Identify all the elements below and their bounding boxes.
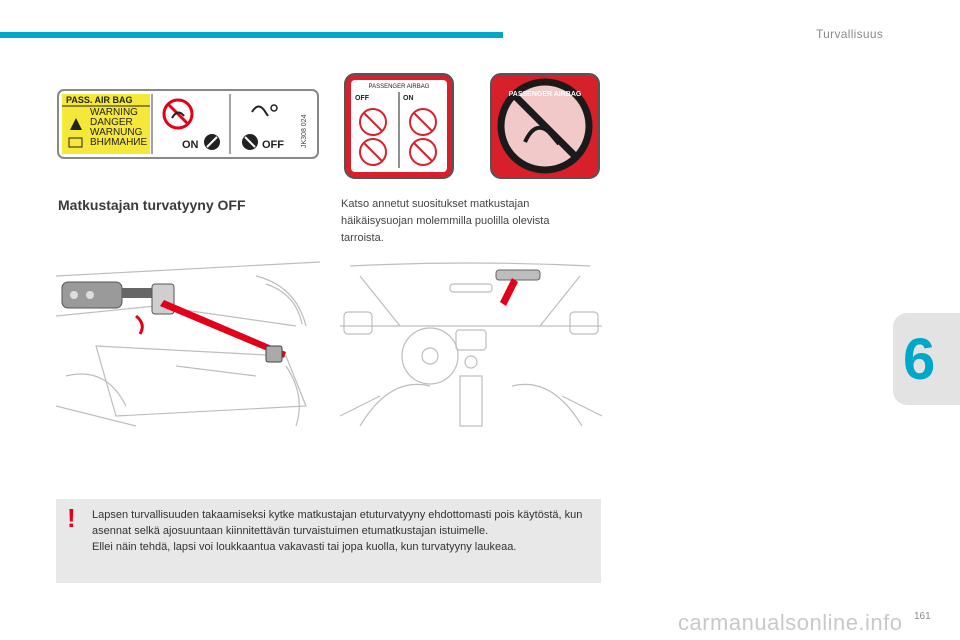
airbag-switch-icon xyxy=(266,346,282,362)
label-code: JK308 024 xyxy=(301,114,308,148)
warning-line-4: ВНИМАНИЕ xyxy=(90,137,148,148)
key-switch-illustration xyxy=(56,256,320,434)
watermark: carmanualsonline.info xyxy=(678,610,903,635)
warning-line-2: Ellei näin tehdä, lapsi voi loukkaantua vakavasti tai jopa kuolla, kun turvatyyny laukeaa. xyxy=(92,541,517,553)
section-title: Turvallisuus xyxy=(816,27,884,41)
warning-line-1: Lapsen turvallisuuden takaamiseksi kytke matkustajan etuturvatyyny ehdottomasti pois käytöstä, kun asennat selkä ajosuuntaan kiinnitettävän turvaistuimen etumatkustajan istuimelle. xyxy=(92,509,583,537)
sunvisor-paragraph: Katso annetut suositukset matkustajan häikäisysuojan molemmilla puolilla olevista tarroista. xyxy=(341,198,550,244)
passenger-airbag-prohibition-label xyxy=(489,72,601,180)
off-label: OFF xyxy=(262,139,284,151)
warning-line-2: DANGER xyxy=(90,117,133,128)
off-small-label: OFF xyxy=(355,95,369,102)
page-number: 161 xyxy=(914,611,931,622)
dashboard-sunvisor-illustration xyxy=(340,256,602,434)
page-heading: Matkustajan turvatyyny OFF xyxy=(58,197,246,213)
passenger-airbag-text: PASSENGER AIRBAG xyxy=(368,84,430,90)
top-accent-bar xyxy=(0,32,503,38)
exclamation-icon: ! xyxy=(67,503,76,533)
warning-line-3: WARNUNG xyxy=(90,127,143,138)
warning-line-1: WARNING xyxy=(90,107,138,118)
passenger-airbag-on-off-label xyxy=(343,72,455,180)
airbag-warning-label xyxy=(56,88,320,160)
chapter-number: 6 xyxy=(903,327,936,392)
pass-air-bag-text: PASS. AIR BAG xyxy=(66,95,133,105)
on-small-label: ON xyxy=(403,95,414,102)
passenger-airbag-round-text: PASSENGER AIRBAG xyxy=(508,91,582,98)
sunvisor-label-icon xyxy=(496,270,540,280)
warning-text xyxy=(92,507,592,555)
on-label: ON xyxy=(182,139,199,151)
